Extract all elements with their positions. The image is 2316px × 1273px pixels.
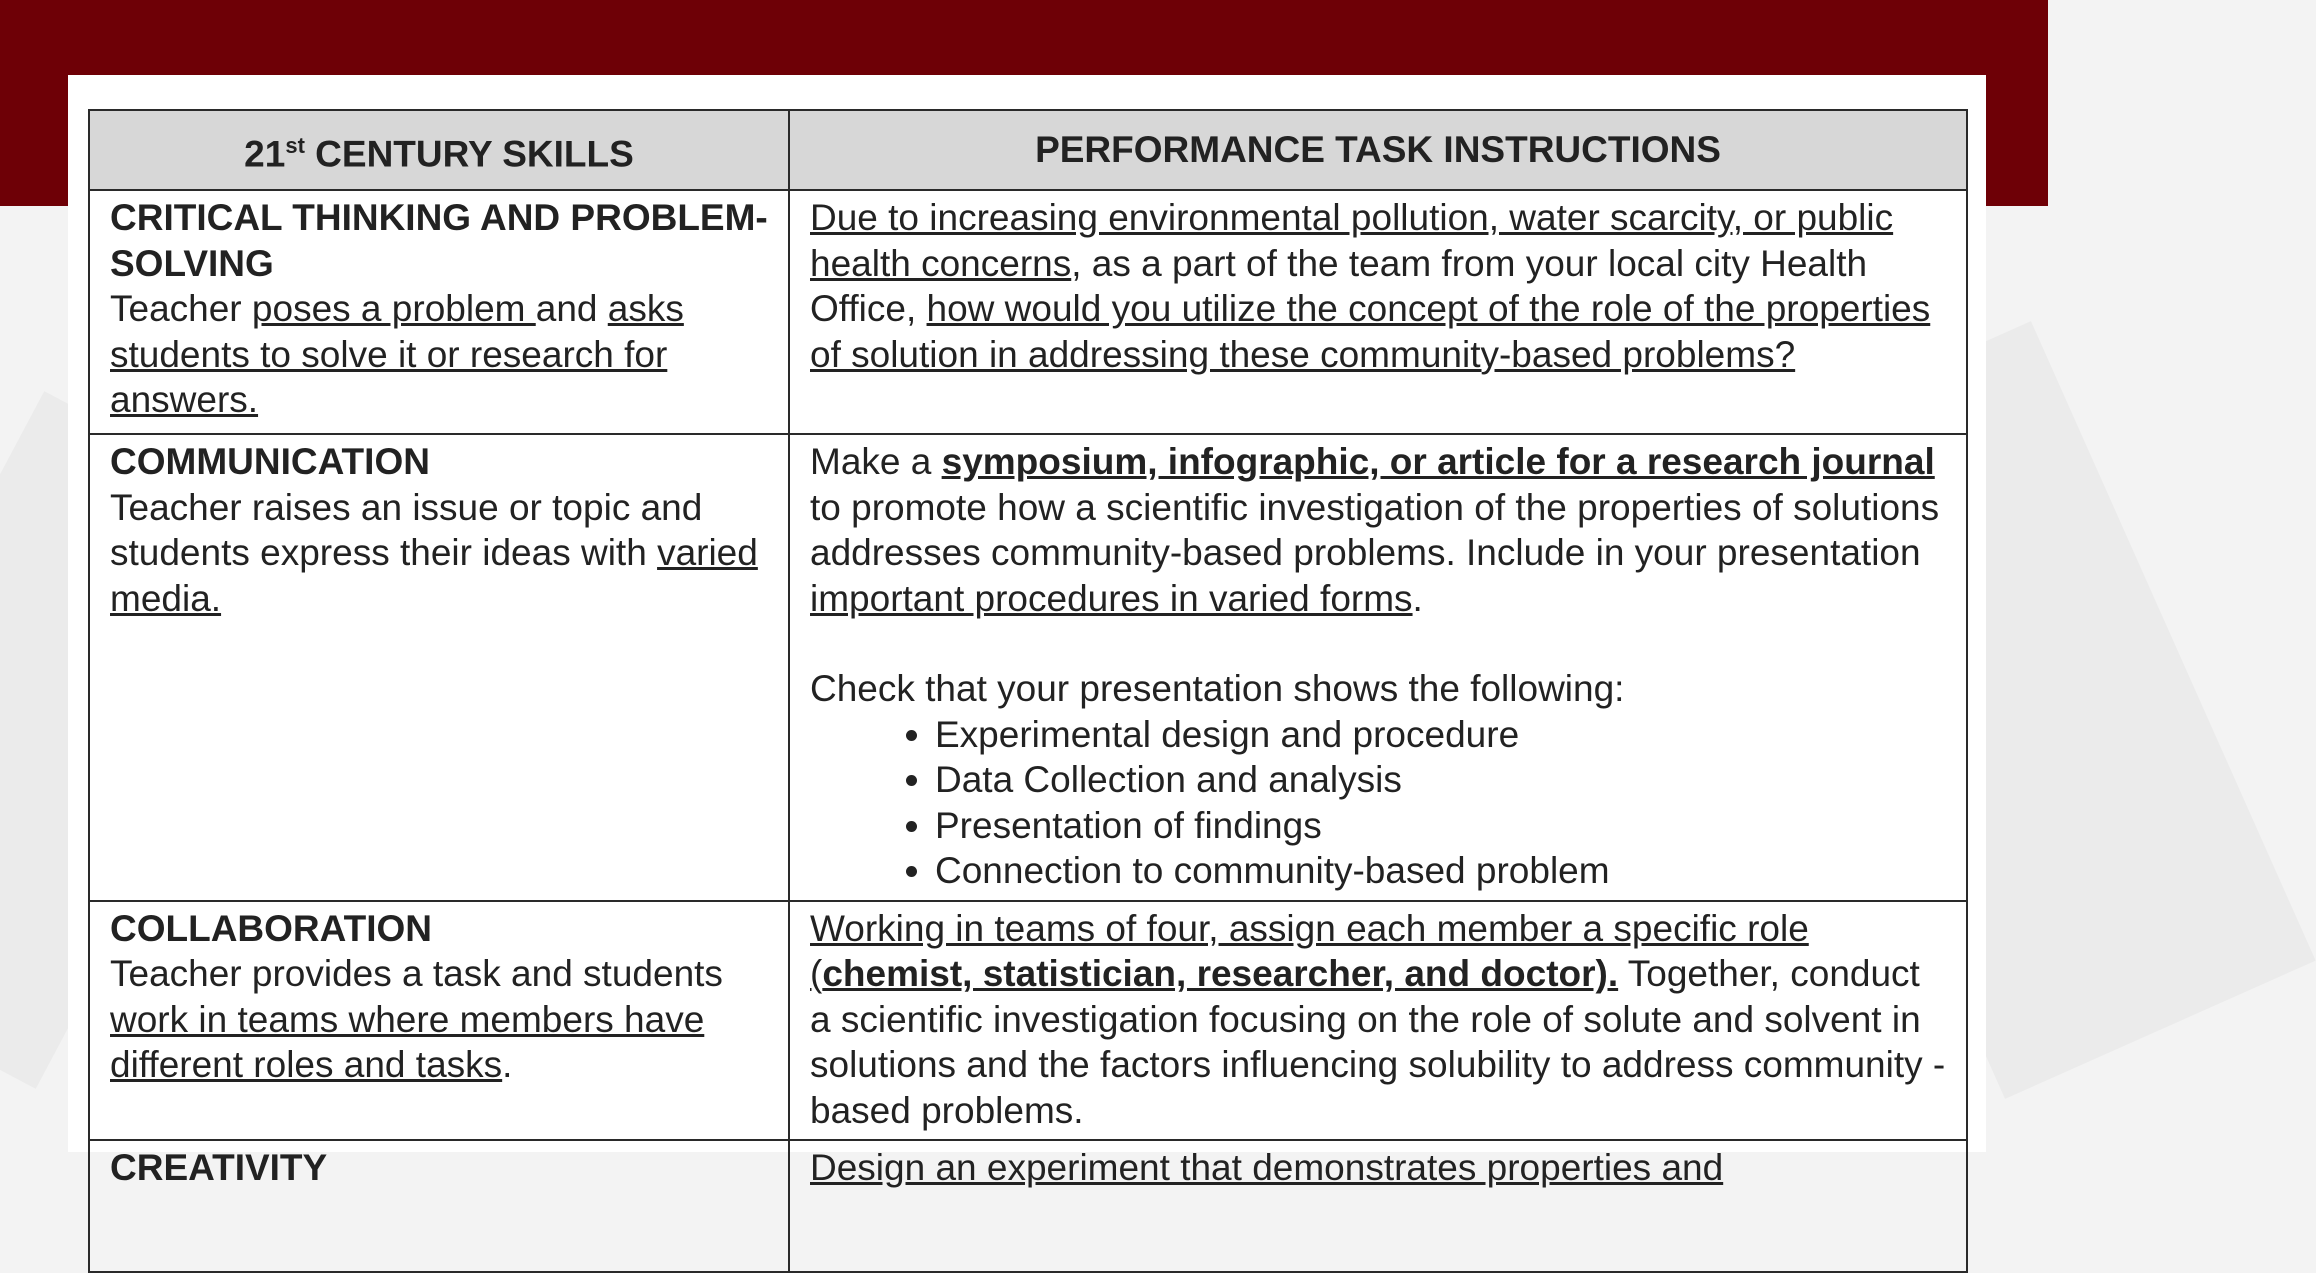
slide-content [68, 75, 1986, 1188]
list-item: • Experimental design and procedure [935, 712, 1946, 758]
checklist-intro: Check that your presentation shows the following: [810, 668, 1625, 709]
skill-desc-underlined: poses a problem [251, 288, 536, 329]
task-text-bold-underlined: chemist, statistician, researcher, and doctor). [822, 953, 1619, 994]
skill-desc-underlined: work in teams where members have different roles and tasks [110, 998, 705, 1085]
header-col1-prefix: 21 [244, 133, 286, 175]
table-row [89, 901, 1967, 1141]
skill-desc-underlined: varied media. [110, 532, 758, 619]
task-text: Together, conduct a scientific investigation focusing on the role of solute and solvent in solutions and the factors influencing solubility to address community - based problems. [810, 953, 1946, 1131]
skills-table [88, 109, 1968, 1273]
task-paragraph [810, 439, 1946, 621]
skill-name: CRITICAL THINKING AND PROBLEM-SOLVING [110, 197, 768, 284]
skill-name: CREATIVITY [110, 1147, 328, 1188]
list-item: • Data Collection and analysis [935, 757, 1946, 803]
table-row [89, 1140, 1967, 1272]
task-cell-communication [789, 434, 1967, 901]
skill-name: COLLABORATION [110, 907, 432, 949]
skill-name: COMMUNICATION [110, 441, 430, 482]
table-row [89, 190, 1967, 434]
task-text-underlined: important procedures in varied forms [810, 577, 1413, 619]
task-text-bold-underlined: symposium, infographic, or article for a research journal [941, 441, 1935, 482]
table-header-row [89, 110, 1967, 190]
skill-desc-text: Teacher [110, 288, 252, 329]
task-text: Make a [810, 441, 942, 482]
task-text-underlined: Due to increasing environmental pollution, water scarcity, or public health concerns [810, 197, 1894, 284]
skill-desc-text: . [502, 1044, 513, 1085]
skill-desc-underlined: asks students to solve it or research for answers. [110, 288, 684, 420]
task-text: , as a part of the team from your local city Health Office, [810, 242, 1868, 329]
header-col1-superscript: st [285, 133, 305, 159]
skill-desc-text: and [535, 288, 608, 329]
skill-desc-text: Teacher raises an issue or topic and students express their ideas with [110, 486, 703, 573]
task-cell-creativity [789, 1140, 1967, 1272]
task-text-underlined: how would you utilize the concept of the role of the properties of solution in addressing these community-based problems? [810, 288, 1931, 375]
task-cell-critical-thinking [789, 190, 1967, 434]
task-text-underlined: Design an experiment that demonstrates properties and [810, 1147, 1724, 1188]
skill-desc-text: Teacher provides a task and students [110, 953, 723, 994]
task-text-underlined: Working in teams of four, assign each member a specific role ( [810, 907, 1809, 994]
task-cell-collaboration [789, 901, 1967, 1141]
header-col1-suffix: CENTURY SKILLS [304, 133, 634, 175]
list-item: • Connection to community-based problem [935, 848, 1946, 894]
skill-cell-creativity [89, 1140, 789, 1272]
table-row [89, 434, 1967, 901]
checklist [810, 712, 1946, 894]
task-text: to promote how a scientific investigation of the properties of solutions addresses community-based problems. Include in your presentation [810, 486, 1940, 573]
list-item: • Presentation of findings [935, 803, 1946, 849]
header-21st-century-skills [89, 110, 789, 190]
skill-cell-communication [89, 434, 789, 901]
skill-cell-critical-thinking [89, 190, 789, 434]
skill-cell-collaboration [89, 901, 789, 1141]
paragraph-gap [810, 621, 1946, 666]
header-performance-task-instructions: PERFORMANCE TASK INSTRUCTIONS [789, 110, 1967, 190]
task-text: . [1412, 577, 1423, 619]
